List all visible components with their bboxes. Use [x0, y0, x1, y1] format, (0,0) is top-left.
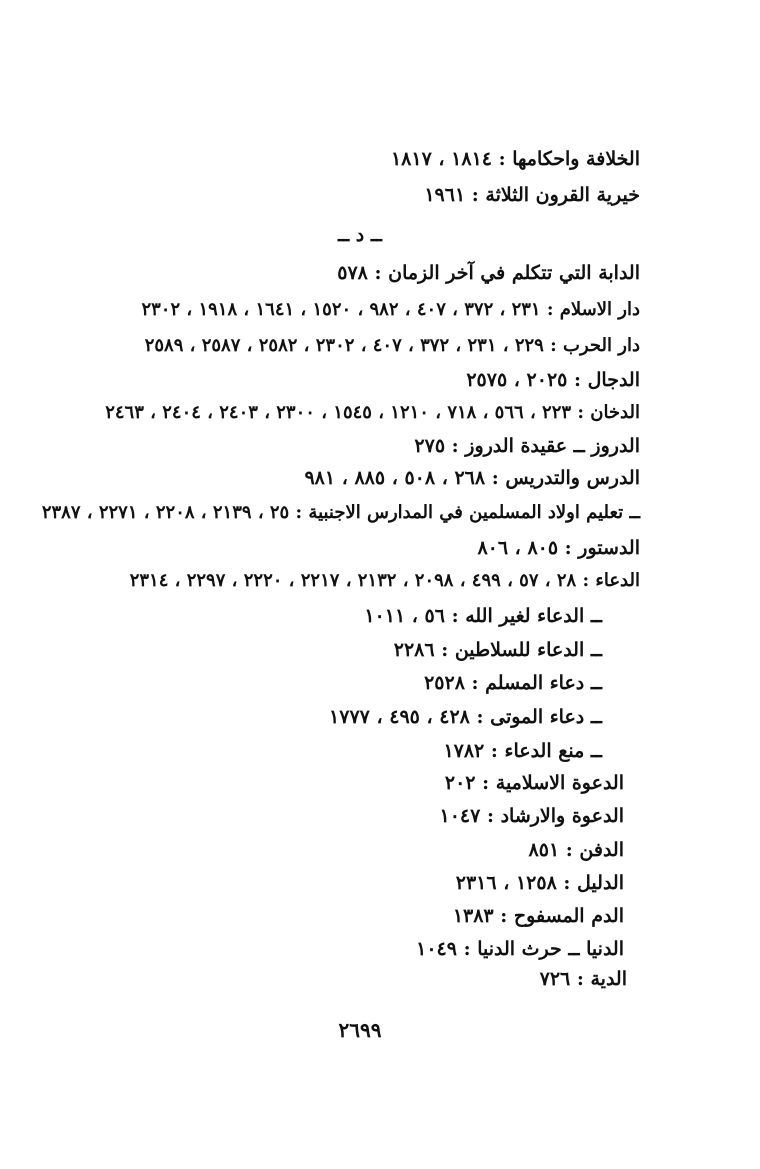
index-entry: دار الاسلام : ٢٣١ ، ٣٧٢ ، ٤٠٧ ، ٩٨٢ ، ١٥٢٠ ، ١٦٤١ ، ١٩١٨ ، ٢٣٠٢: [141, 299, 640, 320]
index-entry: الدم المسفوح : ١٣٨٣: [452, 905, 624, 927]
index-sub-entry: ــ منع الدعاء : ١٧٨٢: [443, 740, 602, 762]
index-entry: الدنيا ــ حرث الدنيا : ١٠٤٩: [416, 938, 624, 960]
index-sub-entry: ــ الدعاء لغير الله : ٥٦ ، ١٠١١: [364, 605, 602, 627]
section-letter-dal: ــ د ــ: [338, 224, 382, 246]
index-entry: الدجال : ٢٠٢٥ ، ٢٥٧٥: [466, 369, 640, 391]
index-entry: الدية : ٧٢٦: [539, 968, 627, 990]
index-entry: دار الحرب : ٢٢٩ ، ٢٣١ ، ٣٧٢ ، ٤٠٧ ، ٢٣٠٢ ، ٢٥٨٢ ، ٢٥٨٧ ، ٢٥٨٩: [144, 335, 640, 356]
index-entry: الدعوة والارشاد : ١٠٤٧: [439, 805, 624, 827]
index-entry: الدليل : ١٢٥٨ ، ٢٣١٦: [455, 872, 624, 894]
index-sub-entry: ــ الدعاء للسلاطين : ٢٢٨٦: [393, 639, 602, 661]
index-entry-khilafa: الخلافة واحكامها : ١٨١٤ ، ١٨١٧: [390, 148, 640, 170]
index-entry: الدعاء : ٢٨ ، ٥٧ ، ٤٩٩ ، ٢٠٩٨ ، ٢١٣٢ ، ٢٢١٧ ، ٢٢٢٠ ، ٢٢٩٧ ، ٢٣١٤: [129, 570, 640, 591]
index-entry: الدخان : ٢٢٣ ، ٥٦٦ ، ٧١٨ ، ١٢١٠ ، ١٥٤٥ ، ٢٣٠٠ ، ٢٤٠٣ ، ٢٤٠٤ ، ٢٤٦٣: [105, 402, 640, 423]
index-entry: الدفن : ٨٥١: [528, 839, 624, 861]
index-sub-entry: ــ دعاء المسلم : ٢٥٢٨: [424, 672, 602, 694]
index-entry: الدعوة الاسلامية : ٢٠٢: [444, 772, 624, 794]
index-entry: الدروز ــ عقيدة الدروز : ٢٧٥: [414, 435, 640, 457]
index-entry: الدابة التي تتكلم في آخر الزمان : ٥٧٨: [337, 262, 640, 284]
page-number: ٢٦٩٩: [338, 1018, 382, 1042]
index-entry: الدستور : ٨٠٥ ، ٨٠٦: [477, 537, 640, 559]
index-entry: ــ تعليم اولاد المسلمين في المدارس الاجنبية : ٢٥ ، ٢١٣٩ ، ٢٢٠٨ ، ٢٢٧١ ، ٢٣٨٧: [41, 502, 640, 523]
index-sub-entry: ــ دعاء الموتى : ٤٢٨ ، ٤٩٥ ، ١٧٧٧: [329, 706, 602, 728]
index-entry-khayriyya: خيرية القرون الثلاثة : ١٩٦١: [424, 184, 640, 206]
index-entry: الدرس والتدريس : ٢٦٨ ، ٥٠٨ ، ٨٨٥ ، ٩٨١: [304, 467, 640, 489]
